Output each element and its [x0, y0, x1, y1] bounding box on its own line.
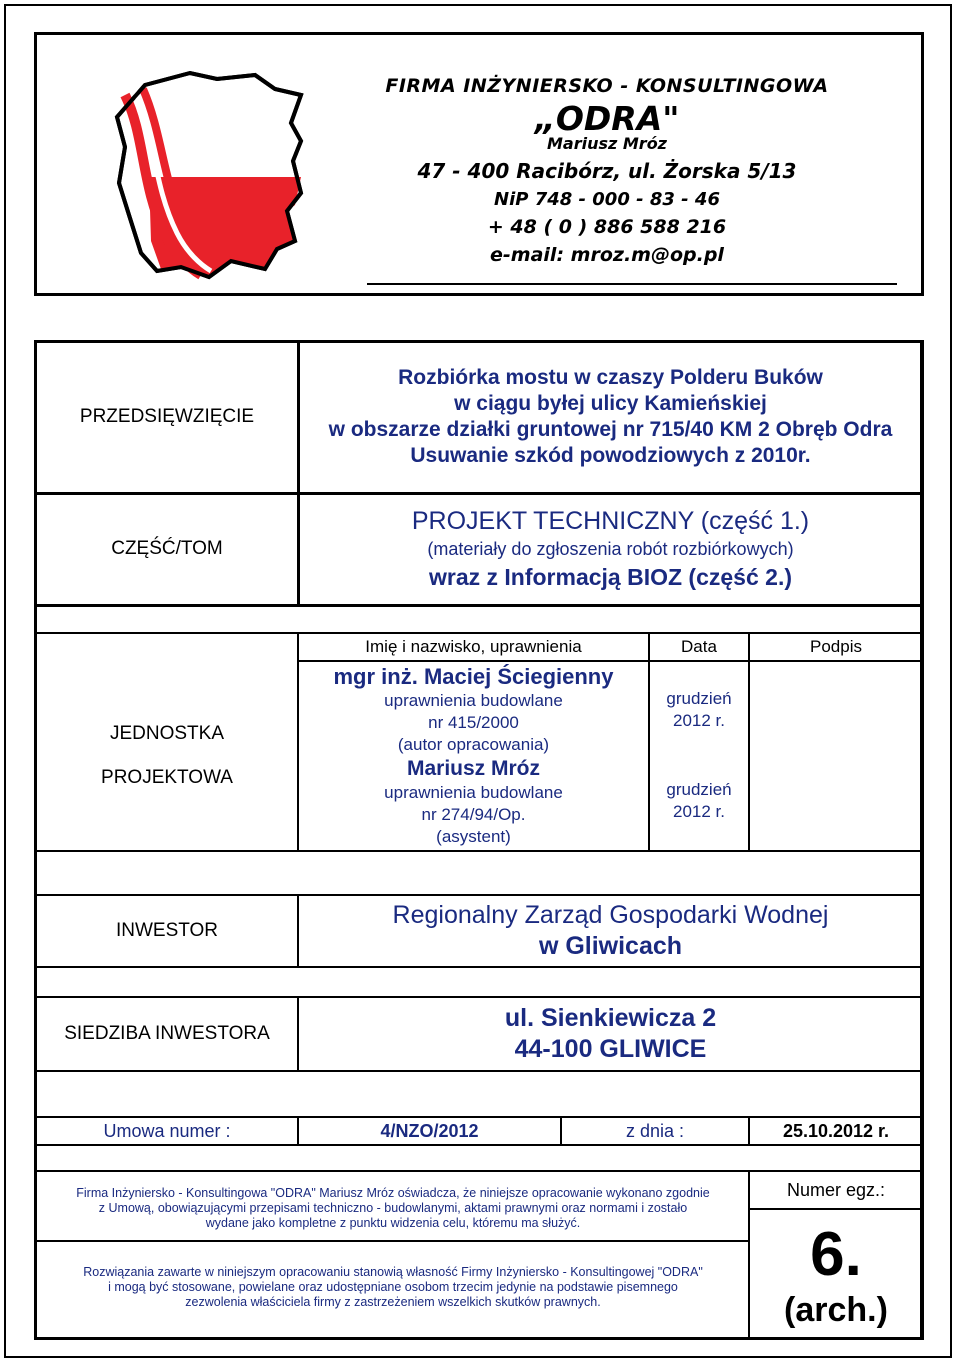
copyright-notice [40, 1265, 746, 1310]
assistant-date-year: 2012 r. [673, 802, 725, 821]
designer-author [299, 664, 648, 756]
label-copy-number: Numer egz.: [786, 1179, 886, 1200]
designer-role: (autor opracowania) [397, 735, 550, 754]
statement-line: Firma Inżyniersko - Konsultingowa "ODRA" Mariusz Mróz oświadcza, że niniejsze opracowanie wykonano zgodnie [76, 1186, 710, 1200]
project-line: Usuwanie szkód powodziowych z 2010r. [410, 444, 811, 468]
project-line: w obszarze działki gruntowej nr 715/40 KM 2 Obręb Odra [328, 418, 893, 441]
divider [36, 1070, 922, 1072]
label-czesc: CZĘŚĆ/TOM [111, 538, 223, 559]
part-bioz: wraz z Informacją BIOZ (część 2.) [428, 564, 792, 590]
assistant-role: (asystent) [436, 827, 511, 846]
logo-address: 47 - 400 Racibórz, ul. Żorska 5/13 [417, 159, 797, 183]
logo-owner: Mariusz Mróz [546, 134, 667, 153]
copyright-line: i mogą być stosowane, powielane oraz udostępniane osobom trzecim jedynie na podstawie pisemnego [108, 1280, 678, 1294]
copy-note: (arch.) [784, 1291, 888, 1329]
statement-line: z Umową, obowiązującymi przepisami techniczno - budowlanymi, aktami prawnymi oraz normami i zostało [98, 1201, 688, 1215]
divider [36, 604, 922, 607]
contract-number: 4/NZO/2012 [380, 1120, 479, 1141]
assistant-name: Mariusz Mróz [406, 757, 540, 780]
label-umowa: Umowa numer : [103, 1120, 231, 1141]
assistant-license: uprawnienia budowlane [384, 783, 563, 802]
logo-underline [367, 283, 897, 285]
col-header-sign: Podpis [810, 637, 862, 656]
contract-date: 25.10.2012 r. [782, 1120, 890, 1141]
label-siedziba: SIEDZIBA INWESTORA [64, 1023, 270, 1044]
assistant-license-number: nr 274/94/Op. [421, 805, 526, 824]
divider [36, 1144, 922, 1146]
part-title: PROJEKT TECHNICZNY (część 1.) [411, 507, 810, 535]
copyright-line: zezwolenia właściciela firmy z zastrzeżeniem wszelkich skutków prawnych. [185, 1295, 601, 1309]
poland-map-logo [105, 65, 315, 295]
compliance-statement [40, 1186, 746, 1231]
designer-license: uprawnienia budowlane [384, 691, 563, 710]
divider [36, 850, 922, 852]
author-date-year: 2012 r. [673, 711, 725, 730]
designer-assistant [299, 756, 648, 848]
logo-name: „ODRA" [534, 99, 680, 138]
copyright-line: Rozwiązania zawarte w niniejszym opracowaniu stanowią własność Firmy Inżyniersko - Konsultingowej "ODRA" [83, 1265, 703, 1279]
author-date-month: grudzień [666, 689, 732, 708]
col-header-date: Data [681, 637, 717, 656]
label-jednostka-2: PROJEKTOWA [101, 767, 233, 788]
divider [36, 1240, 748, 1242]
assistant-date-month: grudzień [666, 780, 732, 799]
logo-email: e-mail: mroz.m@op.pl [490, 244, 724, 266]
col-header-name: Imię i nazwisko, uprawnienia [365, 637, 582, 656]
part-subtitle: (materiały do zgłoszenia robót rozbiórkowych) [427, 539, 794, 559]
divider [748, 1208, 922, 1210]
project-line: w ciągu byłej ulicy Kamieńskiej [454, 391, 767, 415]
investor-city: w Gliwicach [538, 932, 683, 960]
statement-line: wydane jako kompletne z punktu widzenia celu, któremu ma służyć. [205, 1216, 581, 1230]
investor-postcode: 44-100 GLIWICE [514, 1035, 707, 1063]
divider [748, 634, 750, 850]
label-przedsiewziecie: PRZEDSIĘWZIĘCIE [79, 406, 255, 427]
logo-phone: + 48 ( 0 ) 886 588 216 [487, 216, 727, 238]
logo-box [34, 32, 924, 296]
investor-street: ul. Sienkiewicza 2 [504, 1004, 717, 1032]
project-line: Rozbiórka mostu w czaszy Polderu Buków [398, 365, 823, 389]
label-jednostka-1: JEDNOSTKA [109, 723, 225, 744]
investor-name: Regionalny Zarząd Gospodarki Wodnej [392, 901, 829, 929]
part-description [299, 494, 922, 604]
divider [36, 966, 922, 968]
divider [298, 660, 922, 662]
project-description [299, 342, 922, 492]
logo-company: FIRMA INŻYNIERSKO - KONSULTINGOWA [385, 75, 829, 97]
logo-nip: NiP 748 - 000 - 83 - 46 [494, 189, 720, 210]
designer-license-number: nr 415/2000 [428, 713, 519, 732]
copy-number: 6. [810, 1220, 862, 1289]
designer-name: mgr inż. Maciej Ściegienny [333, 664, 614, 689]
label-contract-date: z dnia : [625, 1120, 685, 1141]
label-inwestor: INWESTOR [115, 920, 219, 941]
